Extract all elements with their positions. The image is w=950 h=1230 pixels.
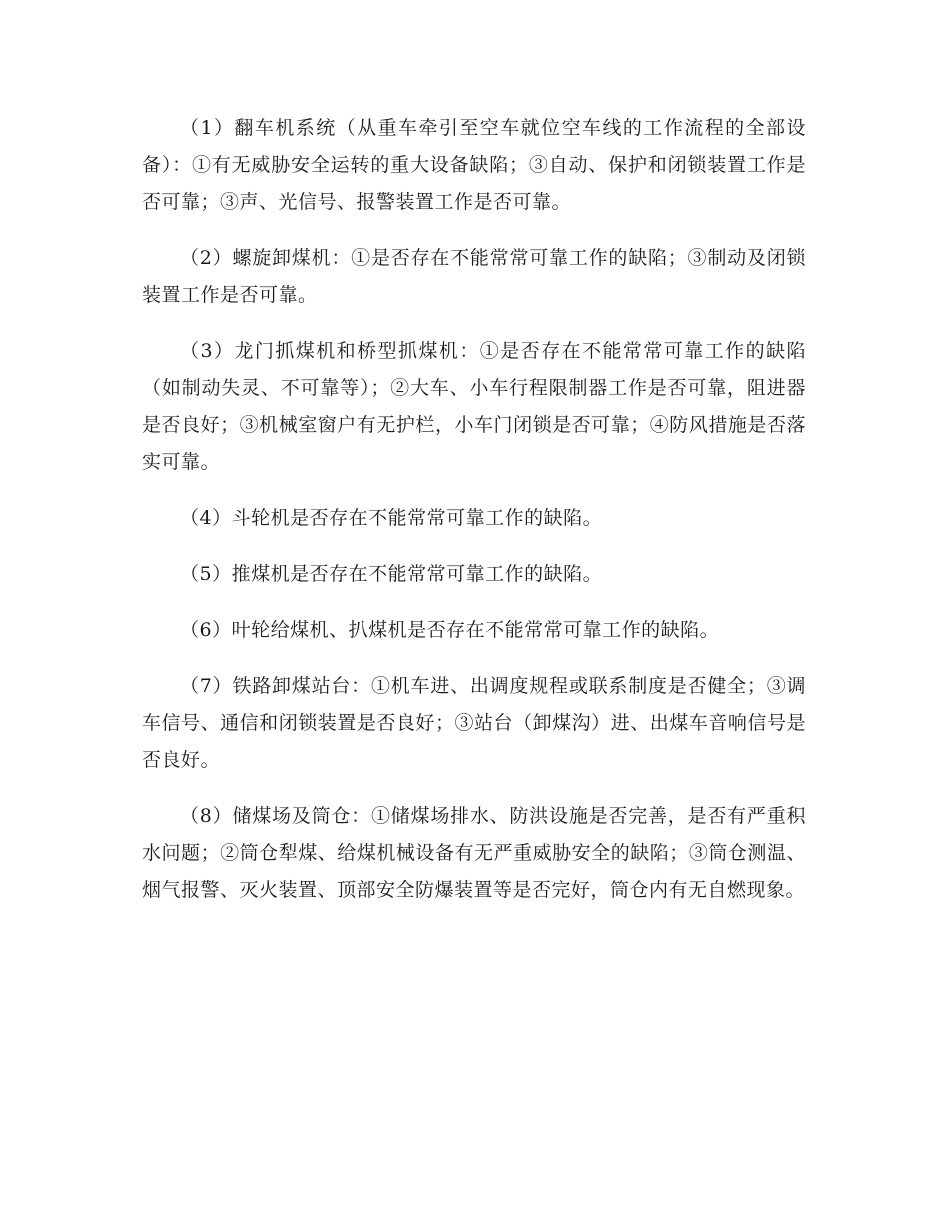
paragraph-6: （6）叶轮给煤机、扒煤机是否存在不能常常可靠工作的缺陷。 bbox=[180, 619, 720, 641]
paragraph-5: （5）推煤机是否存在不能常常可靠工作的缺陷。 bbox=[180, 563, 603, 585]
document-body bbox=[142, 110, 806, 928]
paragraph-2: （2）螺旋卸煤机：①是否存在不能常常可靠工作的缺陷；③制动及闭锁装置工作是否可靠。 bbox=[142, 247, 806, 306]
paragraph-4: （4）斗轮机是否存在不能常常可靠工作的缺陷。 bbox=[180, 507, 603, 529]
paragraph-8: （8）储煤场及筒仓：①储煤场排水、防洪设施是否完善，是否有严重积水问题；②筒仓犁煤、给煤机械设备有无严重威胁安全的缺陷；③筒仓测温、烟气报警、灭火装置、顶部安全防爆装置等是否完好，筒仓内有无自燃现象。 bbox=[142, 805, 806, 901]
paragraph-7: （7）铁路卸煤站台：①机车进、出调度规程或联系制度是否健全；③调车信号、通信和闭锁装置是否良好；③站台（卸煤沟）进、出煤车音响信号是否良好。 bbox=[142, 675, 806, 771]
paragraph-3: （3）龙门抓煤机和桥型抓煤机：①是否存在不能常常可靠工作的缺陷（如制动失灵、不可靠等）；②大车、小车行程限制器工作是否可靠，阻进器是否良好；③机械室窗户有无护栏，小车门闭锁是否可靠；④防风措施是否落实可靠。 bbox=[142, 340, 806, 473]
paragraph-1: （1）翻车机系统（从重车牵引至空车就位空车线的工作流程的全部设备）：①有无威胁安全运转的重大设备缺陷；③自动、保护和闭锁装置工作是否可靠；③声、光信号、报警装置工作是否可靠。 bbox=[142, 117, 806, 213]
